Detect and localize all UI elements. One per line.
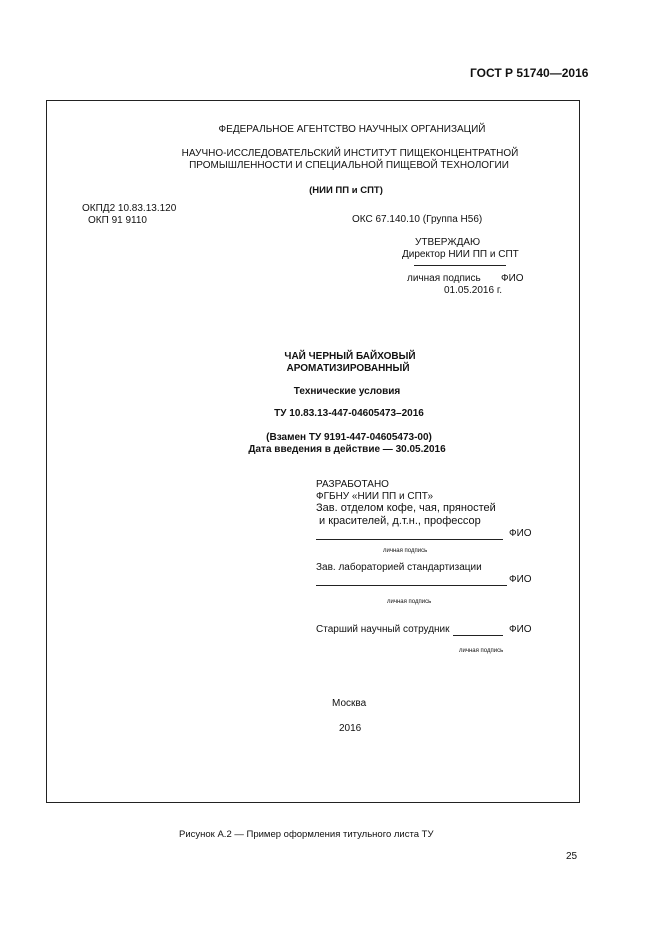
developer-organization: ФГБНУ «НИИ ПП и СПТ»	[316, 491, 434, 502]
developer1-signature-label: личная подпись	[383, 548, 428, 554]
institute-abbreviation: (НИИ ПП и СПТ)	[309, 185, 383, 196]
approval-fio: ФИО	[501, 273, 524, 284]
developed-title: РАЗРАБОТАНО	[316, 479, 389, 490]
product-name-line2: АРОМАТИЗИРОВАННЫЙ	[286, 363, 410, 374]
developer3-position: Старший научный сотрудник	[316, 624, 450, 635]
approval-position: Директор НИИ ПП и СПТ	[402, 249, 519, 260]
developer1-signature-line	[316, 539, 503, 540]
replaces-note: (Взамен ТУ 9191-447-04605473-00)	[266, 432, 432, 443]
institute-name-line2: ПРОМЫШЛЕННОСТИ И СПЕЦИАЛЬНОЙ ПИЩЕВОЙ ТЕХНОЛОГИИ	[189, 160, 509, 171]
developer2-fio: ФИО	[509, 574, 532, 585]
developer2-signature-line	[316, 585, 507, 586]
developer1-fio: ФИО	[509, 528, 532, 539]
developer3-fio: ФИО	[509, 624, 532, 635]
okpd2-code: ОКПД2 10.83.13.120	[82, 203, 177, 214]
developer3-signature-label: личная подпись	[459, 648, 504, 654]
developer1-position-line1: Зав. отделом кофе, чая, пряностей	[316, 502, 496, 514]
product-name-line1: ЧАЙ ЧЕРНЫЙ БАЙХОВЫЙ	[284, 351, 416, 362]
approval-date: 01.05.2016 г.	[444, 285, 503, 296]
developer1-position-line2: и красителей, д.т.н., профессор	[316, 515, 481, 527]
city: Москва	[332, 698, 367, 709]
approval-signature-label: личная подпись	[407, 273, 481, 284]
document-type: Технические условия	[293, 386, 401, 397]
developer2-position: Зав. лабораторией стандартизации	[316, 562, 482, 573]
tu-number: ТУ 10.83.13-447-04605473–2016	[274, 408, 424, 419]
effective-date: Дата введения в действие — 30.05.2016	[248, 444, 446, 455]
document-code: ГОСТ Р 51740—2016	[470, 66, 589, 80]
oks-code: ОКС 67.140.10 (Группа Н56)	[352, 214, 483, 225]
institute-name-line1: НАУЧНО-ИССЛЕДОВАТЕЛЬСКИЙ ИНСТИТУТ ПИЩЕКОНЦЕНТРАТНОЙ	[181, 148, 519, 159]
agency-name: ФЕДЕРАЛЬНОЕ АГЕНТСТВО НАУЧНЫХ ОРГАНИЗАЦИЙ	[218, 124, 486, 135]
page-number: 25	[566, 851, 578, 862]
approval-signature-line	[414, 265, 506, 266]
year: 2016	[339, 723, 362, 734]
okp-code: ОКП 91 9110	[88, 215, 147, 226]
figure-caption: Рисунок А.2 — Пример оформления титульного листа ТУ	[179, 829, 434, 840]
developer2-signature-label: личная подпись	[387, 599, 432, 605]
approval-title: УТВЕРЖДАЮ	[415, 237, 481, 248]
developer3-signature-line	[453, 635, 503, 636]
